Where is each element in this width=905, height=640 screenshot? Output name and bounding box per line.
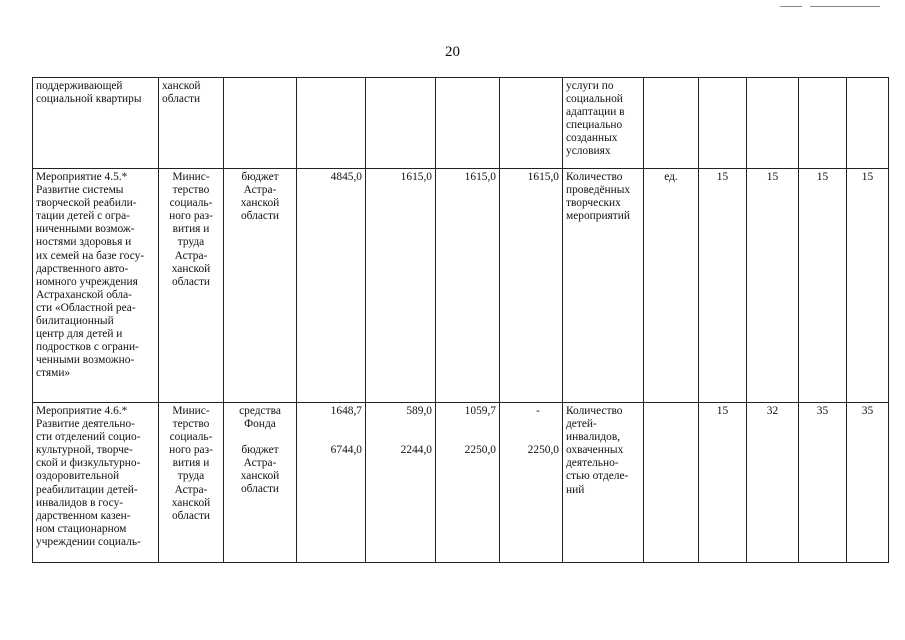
value2-cell: 15 <box>747 169 799 403</box>
year2-cell: 1615,0 <box>436 169 500 403</box>
value4-cell: 35 <box>847 403 889 563</box>
year1-fund: 589,0 <box>406 405 432 417</box>
total-cell <box>297 403 366 563</box>
funding-source-cell <box>224 78 297 169</box>
activity-cell: Мероприятие 4.6.* Развитие деятельно- сти отделений социо- культурной, творче- ской и физкультурно- оздоровительной реабилитации детей- инвалидов в госу- дарственном казен- ном стационарном учреждении социаль- <box>33 403 159 563</box>
executor-cell: Минис- терство социаль- ного раз- вития и труда Астра- ханской области <box>159 403 224 563</box>
value3-cell: 15 <box>799 169 847 403</box>
indicator-cell: Количество детей- инвалидов, охваченных деятельно- стью отделе- ний <box>563 403 644 563</box>
page-number: 20 <box>445 44 460 60</box>
year2-budget: 2250,0 <box>464 444 496 457</box>
total-cell: 4845,0 <box>297 169 366 403</box>
year3-budget: 2250,0 <box>527 444 559 457</box>
value3-cell: 35 <box>799 403 847 563</box>
indicator-cell: услуги по социальной адаптации в специально созданных условиях <box>563 78 644 169</box>
value1-cell <box>699 78 747 169</box>
funding-source-cell <box>224 403 297 563</box>
value2-cell <box>747 78 799 169</box>
value4-cell <box>847 78 889 169</box>
funding-source-regional-budget: бюджет Астра- ханской области <box>240 444 280 496</box>
year2-cell <box>436 78 500 169</box>
table-row <box>33 403 889 563</box>
table-row <box>33 169 889 403</box>
year3-cell <box>500 403 563 563</box>
value2-cell: 32 <box>747 403 799 563</box>
activity-cell: Мероприятие 4.5.* Развитие системы творческой реабили- тации детей с огра- ниченными возмож- ностями здоровья и их семей на базе госу- дарственного авто- номного учреждения Астраханской обла- сти «Областной реа- билитационный центр для детей и подростков с ограни- ченными возможно- стями» <box>33 169 159 403</box>
scan-artifact-line <box>810 6 880 7</box>
executor-cell: ханской области <box>159 78 224 169</box>
value1-cell: 15 <box>699 169 747 403</box>
executor-cell: Минис- терство социаль- ного раз- вития и труда Астра- ханской области <box>159 169 224 403</box>
year2-cell <box>436 403 500 563</box>
year1-cell <box>366 403 436 563</box>
indicator-cell: Количество проведённых творческих мероприятий <box>563 169 644 403</box>
year2-fund: 1059,7 <box>464 405 496 417</box>
value1-cell: 15 <box>699 403 747 563</box>
year1-budget: 2244,0 <box>400 444 432 457</box>
value4-cell: 15 <box>847 169 889 403</box>
funding-source-cell: бюджет Астра- ханской области <box>224 169 297 403</box>
year3-fund: - <box>536 405 540 417</box>
activity-cell: поддерживающей социальной квартиры <box>33 78 159 169</box>
year1-cell: 1615,0 <box>366 169 436 403</box>
year3-cell: 1615,0 <box>500 169 563 403</box>
unit-cell: ед. <box>644 169 699 403</box>
funding-source-fund: средства Фонда <box>239 405 281 431</box>
scan-artifact-line <box>780 6 802 7</box>
value3-cell <box>799 78 847 169</box>
unit-cell <box>644 403 699 563</box>
total-budget: 6744,0 <box>330 444 362 457</box>
program-activities-table <box>32 77 889 563</box>
year1-cell <box>366 78 436 169</box>
table-row <box>33 78 889 169</box>
year3-cell <box>500 78 563 169</box>
unit-cell <box>644 78 699 169</box>
total-cell <box>297 78 366 169</box>
total-fund: 1648,7 <box>330 405 362 417</box>
